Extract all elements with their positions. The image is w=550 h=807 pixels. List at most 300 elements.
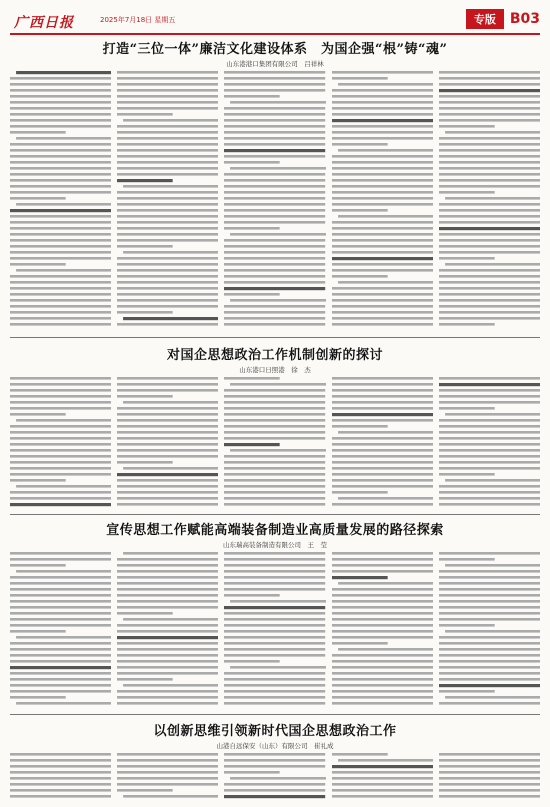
text-line <box>439 71 540 74</box>
text-line <box>117 179 173 182</box>
text-line <box>224 401 325 404</box>
text-line <box>10 431 111 434</box>
text-line <box>224 624 325 627</box>
text-line <box>10 491 111 494</box>
text-line <box>332 479 433 482</box>
text-line <box>16 636 111 639</box>
body-text-lines <box>10 70 111 332</box>
text-line <box>10 149 111 152</box>
text-line <box>332 197 433 200</box>
text-line <box>332 461 433 464</box>
text-line <box>439 783 540 786</box>
text-line <box>439 461 540 464</box>
text-line <box>10 437 111 440</box>
text-line <box>332 263 433 266</box>
text-line <box>224 570 325 573</box>
text-line <box>230 449 325 452</box>
text-line <box>224 618 325 621</box>
text-line <box>439 570 540 573</box>
text-line <box>224 83 325 86</box>
text-line <box>224 594 280 597</box>
text-line <box>123 317 218 320</box>
text-line <box>117 473 218 476</box>
body-text-lines <box>332 752 433 804</box>
text-line <box>439 137 540 140</box>
text-line <box>117 77 218 80</box>
text-line <box>332 143 388 146</box>
text-line <box>332 167 433 170</box>
text-line <box>332 395 433 398</box>
text-line <box>224 765 325 768</box>
text-line <box>117 576 218 579</box>
text-line <box>10 618 111 621</box>
text-line <box>224 660 280 663</box>
text-line <box>439 702 540 705</box>
article-3-column <box>10 551 111 711</box>
text-line <box>224 648 325 651</box>
text-line <box>117 407 218 410</box>
text-line <box>224 275 325 278</box>
text-line <box>439 672 540 675</box>
text-line <box>117 215 218 218</box>
text-line <box>10 461 111 464</box>
text-line <box>224 576 325 579</box>
text-line <box>332 71 433 74</box>
text-line <box>117 125 218 128</box>
body-text-lines <box>117 752 218 804</box>
newspaper-logo: 广西日报 <box>14 15 74 31</box>
text-line <box>332 125 433 128</box>
text-line <box>10 221 111 224</box>
text-line <box>224 684 325 687</box>
text-line <box>439 666 540 669</box>
text-line <box>117 419 218 422</box>
text-line <box>332 383 433 386</box>
text-line <box>445 197 540 200</box>
text-line <box>332 311 433 314</box>
text-line <box>10 765 111 768</box>
text-line <box>117 299 218 302</box>
text-line <box>439 119 540 122</box>
text-line <box>10 155 111 158</box>
text-line <box>332 678 433 681</box>
text-line <box>439 431 540 434</box>
text-line <box>224 209 325 212</box>
text-line <box>10 245 111 248</box>
text-line <box>10 107 111 110</box>
body-text-lines <box>10 376 111 510</box>
text-line <box>439 317 540 320</box>
text-line <box>332 660 433 663</box>
text-line <box>332 503 433 506</box>
text-line <box>10 771 111 774</box>
text-line <box>439 281 540 284</box>
text-line <box>439 437 540 440</box>
text-line <box>117 485 218 488</box>
text-line <box>10 455 111 458</box>
text-line <box>332 131 433 134</box>
text-line <box>439 257 495 260</box>
text-line <box>117 425 218 428</box>
text-line <box>117 702 218 705</box>
text-line <box>439 89 540 92</box>
text-line <box>224 654 325 657</box>
text-line <box>117 161 218 164</box>
text-line <box>224 125 325 128</box>
text-line <box>224 197 325 200</box>
text-line <box>10 449 111 452</box>
text-line <box>332 317 433 320</box>
text-line <box>123 401 218 404</box>
text-line <box>332 636 433 639</box>
text-line <box>439 777 540 780</box>
text-line <box>10 287 111 290</box>
text-line <box>230 233 325 236</box>
text-line <box>332 467 433 470</box>
text-line <box>10 257 111 260</box>
article-3-column <box>332 551 433 711</box>
text-line <box>445 630 540 633</box>
text-line <box>117 497 218 500</box>
text-line <box>224 771 280 774</box>
text-line <box>117 395 173 398</box>
text-line <box>117 588 218 591</box>
text-line <box>224 305 325 308</box>
text-line <box>123 119 218 122</box>
body-text-lines <box>117 70 218 332</box>
text-line <box>117 771 218 774</box>
text-line <box>224 107 325 110</box>
text-line <box>117 642 218 645</box>
text-line <box>439 167 540 170</box>
article-2-headline: 对国企思想政治工作机制创新的探讨 <box>166 348 383 363</box>
article-4-column <box>332 752 433 804</box>
text-line <box>10 323 111 326</box>
text-line <box>439 759 540 762</box>
text-line <box>439 654 540 657</box>
text-line <box>332 642 388 645</box>
text-line <box>439 275 540 278</box>
text-line <box>445 413 540 416</box>
text-line <box>10 497 111 500</box>
text-line <box>332 570 433 573</box>
text-line <box>224 173 325 176</box>
text-line <box>224 455 325 458</box>
article-3-byline: 山东瑞高装备制造有限公司 王 莹 <box>223 541 327 549</box>
text-line <box>224 552 325 555</box>
text-line <box>332 209 388 212</box>
text-line <box>10 377 111 380</box>
text-line <box>10 789 111 792</box>
text-line <box>117 311 173 314</box>
text-line <box>224 425 325 428</box>
text-line <box>224 431 325 434</box>
text-line <box>332 293 433 296</box>
text-line <box>117 678 173 681</box>
text-line <box>439 497 540 500</box>
text-line <box>10 383 111 386</box>
text-line <box>117 783 218 786</box>
article-1-column <box>332 70 433 332</box>
text-line <box>332 107 433 110</box>
text-line <box>439 425 540 428</box>
text-line <box>439 77 540 80</box>
article-2-header <box>10 344 540 374</box>
article-2-column <box>224 376 325 510</box>
text-line <box>224 113 325 116</box>
text-line <box>332 101 433 104</box>
text-line <box>224 155 325 158</box>
text-line <box>439 576 540 579</box>
text-line <box>117 155 218 158</box>
text-line <box>10 131 66 134</box>
text-line <box>439 600 540 603</box>
text-line <box>10 672 111 675</box>
text-line <box>332 606 433 609</box>
text-line <box>10 588 111 591</box>
text-line <box>10 678 111 681</box>
article-1-header <box>10 38 540 68</box>
text-line <box>10 89 111 92</box>
text-line <box>439 155 540 158</box>
text-line <box>224 636 325 639</box>
text-line <box>224 564 325 567</box>
text-line <box>16 269 111 272</box>
masthead-rule <box>10 33 540 35</box>
text-line <box>117 777 218 780</box>
text-line <box>224 437 325 440</box>
text-line <box>10 215 111 218</box>
text-line <box>332 485 433 488</box>
text-line <box>224 407 325 410</box>
text-line <box>224 395 325 398</box>
text-line <box>224 690 325 693</box>
text-line <box>224 119 325 122</box>
text-line <box>439 185 540 188</box>
text-line <box>439 588 540 591</box>
text-line <box>439 209 540 212</box>
text-line <box>439 233 540 236</box>
text-line <box>117 606 218 609</box>
section-divider <box>10 514 540 515</box>
text-line <box>332 251 433 254</box>
text-line <box>224 582 325 585</box>
text-line <box>332 455 433 458</box>
text-line <box>10 317 111 320</box>
text-line <box>332 612 433 615</box>
text-line <box>439 143 540 146</box>
text-line <box>117 269 218 272</box>
text-line <box>224 759 325 762</box>
text-line <box>439 503 540 506</box>
text-line <box>338 497 433 500</box>
text-line <box>224 281 325 284</box>
text-line <box>332 630 433 633</box>
text-line <box>338 83 433 86</box>
article-3-headline: 宣传思想工作赋能高端装备制造业高质量发展的路径探索 <box>106 523 444 538</box>
text-line <box>224 479 325 482</box>
text-line <box>332 173 433 176</box>
text-line <box>10 227 111 230</box>
text-line <box>117 666 218 669</box>
text-line <box>332 413 433 416</box>
text-line <box>439 191 495 194</box>
text-line <box>332 203 433 206</box>
text-line <box>10 125 111 128</box>
text-line <box>439 552 540 555</box>
text-line <box>332 765 433 768</box>
text-line <box>10 293 111 296</box>
text-line <box>332 191 433 194</box>
text-line <box>117 455 218 458</box>
text-line <box>117 239 218 242</box>
text-line <box>10 552 111 555</box>
text-line <box>439 684 540 687</box>
text-line <box>338 149 433 152</box>
text-line <box>338 281 433 284</box>
text-line <box>117 443 218 446</box>
text-line <box>117 143 218 146</box>
text-line <box>230 600 325 603</box>
text-line <box>117 113 173 116</box>
text-line <box>10 143 111 146</box>
text-line <box>117 293 218 296</box>
text-line <box>332 783 433 786</box>
text-line <box>224 95 280 98</box>
text-line <box>16 203 111 206</box>
text-line <box>439 83 540 86</box>
text-line <box>224 789 325 792</box>
text-line <box>332 594 433 597</box>
text-line <box>439 305 540 308</box>
text-line <box>224 753 325 756</box>
text-line <box>332 377 433 380</box>
text-line <box>10 783 111 786</box>
text-line <box>439 636 540 639</box>
text-line <box>117 227 218 230</box>
text-line <box>117 89 218 92</box>
text-line <box>10 660 111 663</box>
text-line <box>123 467 218 470</box>
text-line <box>332 239 433 242</box>
text-line <box>224 413 325 416</box>
text-line <box>439 161 540 164</box>
text-line <box>10 443 111 446</box>
text-line <box>10 191 111 194</box>
text-line <box>10 179 111 182</box>
text-line <box>224 606 325 609</box>
text-line <box>117 323 218 326</box>
text-line <box>332 389 433 392</box>
text-line <box>332 654 433 657</box>
text-line <box>332 155 433 158</box>
body-text-lines <box>224 376 325 510</box>
article-3-column <box>439 551 540 711</box>
text-line <box>10 473 111 476</box>
text-line <box>439 753 540 756</box>
text-line <box>117 257 218 260</box>
text-line <box>338 215 433 218</box>
article-3-column <box>117 551 218 711</box>
text-line <box>439 594 540 597</box>
text-line <box>230 101 325 104</box>
text-line <box>439 419 540 422</box>
article-4-header <box>10 720 540 750</box>
article-1-column <box>117 70 218 332</box>
text-line <box>117 167 218 170</box>
text-line <box>117 131 218 134</box>
text-line <box>439 395 540 398</box>
text-line <box>224 251 325 254</box>
text-line <box>332 437 433 440</box>
text-line <box>224 185 325 188</box>
text-line <box>224 642 325 645</box>
text-line <box>224 795 325 798</box>
article-2-body <box>10 376 540 510</box>
text-line <box>117 137 218 140</box>
text-line <box>117 624 218 627</box>
text-line <box>117 690 218 693</box>
text-line <box>224 89 325 92</box>
article-1-byline: 山东港港口集团有限公司 吕祥林 <box>226 60 324 68</box>
text-line <box>332 113 433 116</box>
text-line <box>332 672 433 675</box>
text-line <box>338 759 433 762</box>
text-line <box>117 101 218 104</box>
text-line <box>224 239 325 242</box>
text-line <box>332 473 433 476</box>
text-line <box>224 491 325 494</box>
text-line <box>332 245 433 248</box>
text-line <box>10 558 111 561</box>
section-divider <box>10 714 540 715</box>
text-line <box>439 443 540 446</box>
text-line <box>224 558 325 561</box>
text-line <box>10 425 111 428</box>
body-text-lines <box>439 376 540 510</box>
text-line <box>224 389 325 392</box>
text-line <box>224 287 325 290</box>
text-line <box>332 269 433 272</box>
article-4-column <box>117 752 218 804</box>
text-line <box>224 672 325 675</box>
text-line <box>117 789 173 792</box>
text-line <box>439 401 540 404</box>
text-line <box>10 161 111 164</box>
text-line <box>10 759 111 762</box>
body-text-lines <box>224 551 325 711</box>
text-line <box>332 305 433 308</box>
text-line <box>10 582 111 585</box>
text-line <box>16 702 111 705</box>
text-line <box>439 101 540 104</box>
text-line <box>439 269 540 272</box>
text-line <box>439 789 540 792</box>
text-line <box>117 753 218 756</box>
text-line <box>117 479 218 482</box>
text-line <box>332 624 433 627</box>
body-text-lines <box>332 551 433 711</box>
article-2-column <box>332 376 433 510</box>
text-line <box>439 407 495 410</box>
text-line <box>117 461 173 464</box>
text-line <box>224 293 280 296</box>
text-line <box>439 125 495 128</box>
text-line <box>10 413 66 416</box>
body-text-lines <box>332 376 433 510</box>
text-line <box>439 113 540 116</box>
article-4-column <box>439 752 540 804</box>
